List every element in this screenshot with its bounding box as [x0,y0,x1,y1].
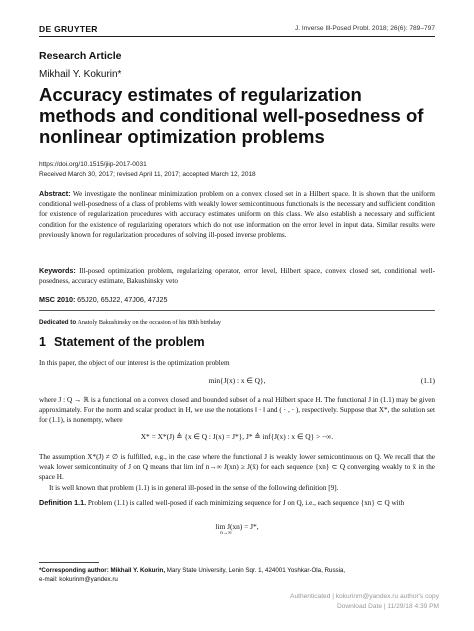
equation-solution-set-body: X* = X*(J) ≜ {x ∈ Q : J(x) = J*}, J* ≜ inf{J(x) : x ∈ Q} > −∞. [140,432,334,441]
equation-solution-set [39,432,435,442]
corresponding-author-address: Mary State University, Lenin Sqr. 1, 424001 Yoshkar-Ola, Russia, [166,567,346,574]
footnote-rule [39,562,99,563]
authentication-watermark [290,592,439,611]
equation-1-1 [39,376,435,386]
msc-text: 65J20, 65J22, 47J06, 47J25 [77,295,168,304]
equation-1-1-number: (1.1) [420,376,435,385]
doi-link[interactable]: https://doi.org/10.1515/jiip-2017-0031 [39,161,147,168]
paragraph-4: It is well known that problem (1.1) is in general ill-posed in the sense of the following definition [9]. [49,484,339,492]
intro-paragraph: In this paper, the object of our interest is the optimization problem [39,359,230,367]
article-title: Accuracy estimates of regularization methods and conditional well-posedness of nonlinear optimization problems [39,84,424,147]
definition-text: Problem (1.1) is called well-posed if each minimizing sequence for J on Q, i.e., each sequence {xn} ⊂ Q with [87,499,405,507]
definition-1-1 [39,498,435,508]
corresponding-author-note [39,566,439,584]
corresponding-author-email[interactable]: e-mail: kokurinm@yandex.ru [39,576,118,583]
msc-label: MSC 2010: [39,295,76,304]
abstract-text: We investigate the nonlinear minimization problem on a convex closed set in a Hilbert space. It is shown that the uniform conditional well-posedness of a class of problems with weakly lower semicontinuous functionals is the necessary and sufficient condition for existence of regularization procedures with accuracy estimates uniform on this class. We also establish a necessary and sufficient condition for the existence of regularizing operators which do not use information on the error level in input data. Similar results were previously known for regularization procedures of solving ill-posed inverse problems. [39,190,435,239]
equation-limit-body: lim J(xn) = J*, [215,522,259,531]
watermark-line-2: Download Date | 11/29/18 4:39 PM [336,602,439,610]
article-type: Research Article [39,50,122,62]
equation-limit-subscript: n→∞ [220,530,232,536]
keywords-label: Keywords: [39,266,76,275]
keywords-text: Ill-posed optimization problem, regularizing operator, error level, Hilbert space, convex closed set, conditional well-posedness, accuracy estimate, Bakushinsky veto [39,267,436,286]
journal-citation: J. Inverse Ill-Posed Probl. 2018; 26(6): 789–797 [294,25,435,32]
section-heading [39,335,205,349]
section-divider [39,310,435,311]
abstract-label: Abstract: [39,189,71,198]
section-title: Statement of the problem [53,335,205,349]
definition-label: Definition 1.1. [39,498,87,507]
dedication-label: Dedicated to [39,319,77,326]
publisher-logo: DE GRUYTER [39,24,98,34]
paragraph-3: The assumption X*(J) ≠ ∅ is fulfilled, e.g., in the case where the functional J is weakly lower semicontinuous on Q. We recall that the weak lower semicontinuity of J on Q means that lim inf n→∞ J(xn) ≥ J(x̄) for each sequence {xn} ⊂ Q converging weakly to x̄ in the space H. [39,453,435,482]
dedication-text: Anatoly Bakushinsky on the occasion of his 80th birthday [77,319,222,326]
keywords [39,266,435,286]
paragraph-2: where J : Q → ℝ is a functional on a convex closed and bounded subset of a real Hilbert space H. The functional J in (1.1) may be given approximately. For the norm and scalar product in H, we use the notations ‖ · ‖ and ( · , · ), respectively. Suppose that X*, the solution set for (1.1), is nonempty, where [39,396,435,425]
abstract [39,189,435,240]
equation-limit [39,522,435,540]
section-number: 1 [39,335,46,349]
article-dates: Received March 30, 2017; revised April 11, 2017; accepted March 12, 2018 [39,171,256,178]
dedication [39,319,221,326]
equation-1-1-body: min{J(x) : x ∈ Q}, [208,376,266,385]
msc-codes [39,295,167,304]
header-rule [39,36,435,37]
corresponding-author-label: *Corresponding author: Mikhail Y. Kokurin, [39,567,166,574]
author-name: Mikhail Y. Kokurin* [39,69,122,80]
watermark-line-1: Authenticated | kokurinm@yandex.ru author's copy [290,593,439,600]
